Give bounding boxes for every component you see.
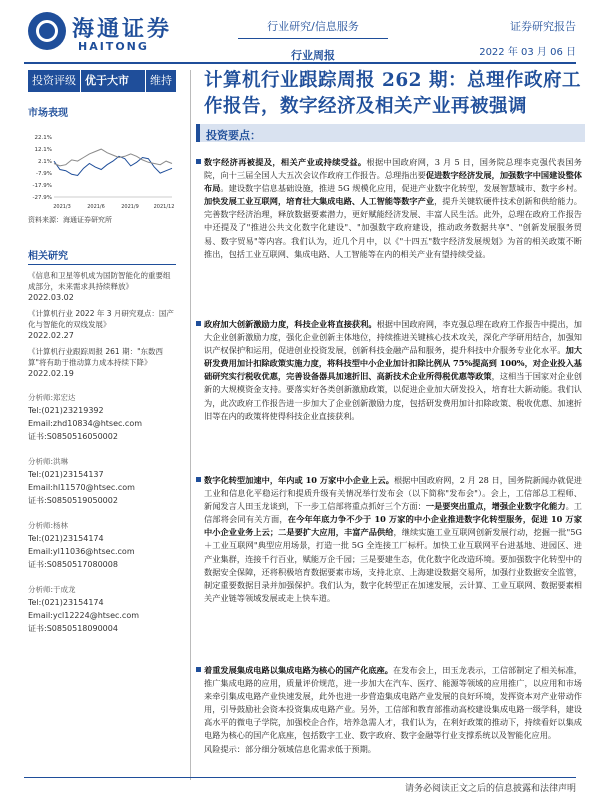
analyst-email[interactable]: Email:hl11570@htsec.com xyxy=(28,483,135,492)
related-item-text: 《信息和卫星等机成为国防智能化的重要组成部分，未来需求具持续释放》 xyxy=(28,271,171,291)
market-chart-svg xyxy=(28,133,176,211)
left-sidebar xyxy=(28,70,176,635)
rating-value: 优于大市 xyxy=(80,70,133,92)
bullet-icon xyxy=(196,667,201,672)
analyst-cert: 证书:S0850517080008 xyxy=(28,560,118,569)
para-bold: 加大研发费用加计扣除政策实施力度，将科技型中小企业加计扣除比例从 75%提高到 100%，对企业投入基础研究实行税收优惠，完善设备器具加速折旧、高新技术企业所得税优惠等政策 xyxy=(204,345,582,382)
report-date: 2022 年 03 月 06 日 xyxy=(479,47,576,58)
x-tick-label: 2021/6 xyxy=(87,204,105,210)
analyst-card xyxy=(28,391,176,443)
analyst-tel: Tel:(021)23154137 xyxy=(28,470,104,479)
para-bold: 在今年年底力争不少于 10 万家的中小企业推进数字化转型服务，促进 10 万家中小企业业务上云；二是要扩大应用，丰富产品供给 xyxy=(204,514,582,538)
para-text: ，提升关键软硬件技术创新和供给能力。完善数字经济治理，释放数据要素潜力，更好赋能经济发展、丰富人民生活。此外，总理在政府工作报告中还提及了"推进公共文化数字化建设"、"加强数字政府建设，推动政务数据共享"、"创新发展服务贸易、数字贸易"等内容。我们认为，近几个月中，以《"十四五"数字经济发展规划》为首的相关政策不断推出，包括工业互联网、集成电路、人工智能等在内的相关产业有望持续受益。 xyxy=(204,196,582,259)
page-header xyxy=(0,0,600,62)
report-type: 证券研究报告 xyxy=(510,20,576,33)
report-title: 计算机行业跟踪周报 262 期：总理作政府工作报告，数字经济及相关产业再被强调 xyxy=(204,70,581,117)
rating-label: 投资评级 xyxy=(32,74,76,87)
rating-bar xyxy=(28,70,176,92)
bullet-icon xyxy=(196,477,201,482)
analyst-name: 分析师:杨林 xyxy=(28,521,69,530)
para-text: ，继续实施工业互联网创新发展行动，挖掘一批"5G＋工业互联网"典型应用场景，打造一批 5G 全连接工厂标杆。加快工业互联网平台进基地、进园区、进产业集群，连接千行百业，赋能万企千园；三是要建生态，优化数字化改造环境。要加强数字化转型中的数据安全保障，还将积极培育数据要素市场，支持北京、上海建设数据交易所，加强行业数据安全监管，制定重要数据目录并加强保护。我们认为，数字化转型正在加速发展，云计算、工业互联网、数据要素相关产业链等领域发展或走上快车道。 xyxy=(204,527,582,603)
logo-mark-icon xyxy=(28,12,66,50)
analyst-list xyxy=(28,391,176,635)
column-divider xyxy=(190,70,191,780)
footer-rule xyxy=(24,777,576,778)
analyst-name: 分析师:郑宏达 xyxy=(28,393,76,402)
related-item[interactable] xyxy=(28,308,176,341)
related-item-text: 《计算机行业跟踪周报 261 期："东数西算"将有助于推动算力成本持续下降》 xyxy=(28,347,164,367)
haitong-logo xyxy=(28,10,188,54)
related-item-date: 2022.02.19 xyxy=(28,369,74,378)
para-text: ，这相当于国家对企业创新的大规模资金支持。要落实好各类创新激励政策，以促进企业加大研发投入，培育壮大新动能。我们认为，此次政府工作报告进一步加大了企业创新激励力度，包括研发费用加计扣除政策、税收优惠、加速折旧等在内的政策将使得科技企业直接获利。 xyxy=(204,371,582,421)
report-kind: 行业周报 xyxy=(291,49,335,62)
paragraph-integrated-circuits xyxy=(204,664,582,756)
analyst-tel: Tel:(021)23219392 xyxy=(28,406,104,415)
analyst-email[interactable]: Email:zhd10834@htsec.com xyxy=(28,419,143,428)
y-tick-label: 22.1% xyxy=(34,135,52,141)
related-list xyxy=(28,270,176,379)
series-line xyxy=(54,156,172,175)
para-text: 。建设数字信息基础设施，推进 5G 规模化应用，促进产业数字化转型，发展智慧城市、数字乡村。 xyxy=(220,183,582,194)
para-bold: 加快发展工业互联网，培育壮大集成电路、人工智能等数字产业 xyxy=(204,196,435,207)
paragraph-digital-transformation xyxy=(204,474,582,605)
logo-english: HAITONG xyxy=(78,40,149,53)
para-bold: 促进数字经济发展，加强数字中国建设整体布局 xyxy=(204,170,582,194)
y-tick-label: -27.9% xyxy=(32,195,52,201)
analyst-card xyxy=(28,519,176,571)
para-lead: 数字经济再被提及，相关产业或持续受益。 xyxy=(204,157,367,167)
bullet-icon xyxy=(196,321,201,326)
related-item[interactable] xyxy=(28,270,176,303)
paragraph-innovation-incentive xyxy=(204,318,582,423)
footer-disclaimer: 请务必阅读正文之后的信息披露和法律声明 xyxy=(404,784,576,794)
y-tick-label: -7.9% xyxy=(36,171,52,177)
y-tick-label: -17.9% xyxy=(32,183,52,189)
para-text: 根据中国政府网，3 月 5 日，国务院总理李克强代表国务院，向十三届全国人大五次会议作政府工作报告。总理指出要 xyxy=(204,157,582,181)
para-lead: 政府加大创新激励力度，科技企业将直接获利。 xyxy=(204,319,377,329)
analyst-cert: 证书:S0850519050002 xyxy=(28,496,118,505)
industry-category: 行业研究/信息服务 xyxy=(267,20,359,33)
para-text: 。工信部将会同有关方面， xyxy=(204,501,582,525)
para-bold: 一是要突出重点，增强企业数字化能力 xyxy=(425,501,566,512)
x-tick-label: 2021/12 xyxy=(153,204,175,210)
related-title: 相关研究 xyxy=(28,247,176,265)
analyst-card xyxy=(28,583,176,635)
header-right xyxy=(479,18,576,58)
analyst-name: 分析师:于成龙 xyxy=(28,585,76,594)
para-lead: 着重发展集成电路以集成电路为核心的国产化底座。 xyxy=(204,665,393,675)
chart-source: 资料来源：海通证券研究所 xyxy=(28,216,112,224)
y-tick-label: 12.1% xyxy=(34,147,52,153)
para-text: 在发布会上，田玉龙表示，工信部制定了相关标准，推广集成电路的应用，质量评价规范，进一步加大在汽车、医疗、能源等领域的应用推广，以应用和市场来牵引集成电路产业快速发展，此外也进一步营造集成电路产业发展的良好环境，发挥资本对产业带动作用，引导鼓励社会资本投资集成电路产业。另外，工信部和教育部推动高校建设集成电路一级学科，建设高水平的微电子学院，加强校企合作，培养急需人才，我们认为，在利好政策的推动下，持续看好以集成电路为核心的国产化底座，包括数字工业、数字政府、数字金融等行业支撑系统以及智能化应用。 xyxy=(204,665,582,741)
analyst-email[interactable]: Email:ycl12224@htsec.com xyxy=(28,611,140,620)
header-rule xyxy=(24,62,576,64)
analyst-email[interactable]: Email:yl11036@htsec.com xyxy=(28,547,135,556)
analyst-cert: 证书:S0850516050002 xyxy=(28,432,118,441)
y-tick-label: 2.1% xyxy=(38,159,52,165)
x-tick-label: 2021/3 xyxy=(53,204,71,210)
bullet-icon xyxy=(196,159,201,164)
related-item[interactable] xyxy=(28,346,176,379)
para-lead: 数字化转型加速中，年内或 10 万家中小企业上云。 xyxy=(204,475,394,485)
rating-action: 维持 xyxy=(145,70,176,92)
key-points-bar xyxy=(196,124,585,142)
market-chart xyxy=(28,133,176,211)
market-title: 市场表现 xyxy=(28,108,68,119)
analyst-cert: 证书:S0850518090004 xyxy=(28,624,118,633)
risk-warning: 风险提示：部分细分领域信息化需求低于预期。 xyxy=(204,743,376,754)
header-category xyxy=(238,18,388,63)
analyst-card xyxy=(28,455,176,507)
key-points-label: 投资要点： xyxy=(206,129,261,142)
paragraph-digital-economy xyxy=(204,156,582,261)
para-text: 根据中国政府网，2 月 28 日，国务院新闻办就促进工业和信息化平稳运行和提质升级有关情况举行发布会（以下简称"发布会"）。会上，工信部总工程师、新闻发言人田玉龙谈到，下一步工信部将重点抓好三个方面： xyxy=(204,475,582,512)
analyst-tel: Tel:(021)23154174 xyxy=(28,598,104,607)
logo-chinese: 海通证券 xyxy=(72,16,173,42)
series-line xyxy=(54,149,172,166)
header-separator xyxy=(238,38,388,39)
related-item-text: 《计算机行业 2022 年 3 月研究观点：国产化与智能化的双线发展》 xyxy=(28,309,174,329)
analyst-tel: Tel:(021)23154174 xyxy=(28,534,104,543)
analyst-name: 分析师:洪琳 xyxy=(28,457,69,466)
para-text: 根据中国政府网，李克强总理在政府工作报告中提出，加大企业创新激励力度，强化企业创新主体地位，持续推进关键核心技术攻关，深化产学研用结合，加强知识产权保护和运用，促进创业投资发展，创新科技金融产品和服务，提升科技中介服务专业化水平。 xyxy=(204,319,582,356)
related-item-date: 2022.03.02 xyxy=(28,293,74,302)
x-tick-label: 2021/9 xyxy=(121,204,139,210)
related-item-date: 2022.02.27 xyxy=(28,331,74,340)
